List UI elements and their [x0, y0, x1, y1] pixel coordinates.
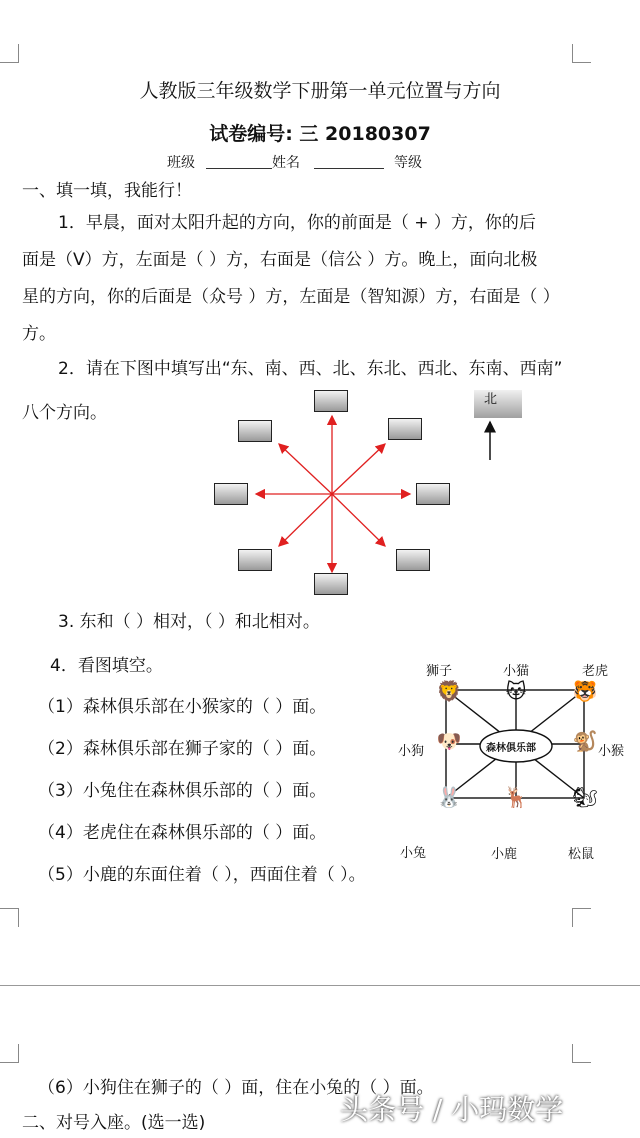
q2-line1: 2．请在下图中填写出“东、南、西、北、东北、西北、东南、西南”	[58, 359, 563, 379]
section2-heading: 二、对号入座。(选一选)	[22, 1113, 206, 1133]
map-label-deer: 小鹿	[491, 847, 518, 862]
q1-line2: 面是（V）方，左面是（ ）方，右面是（信公 ）方。晚上，面向北极	[22, 250, 538, 270]
map-label-lion: 狮子	[426, 664, 453, 679]
q4-item-4: （4）老虎住在森林俱乐部的（ ）面。	[38, 823, 327, 843]
monkey-icon: 🐒	[572, 729, 598, 753]
exam-code: 试卷编号: 三 20180307	[209, 123, 431, 145]
map-label-monkey: 小猴	[598, 744, 625, 759]
map-center-label: 森林俱乐部	[486, 743, 536, 754]
rabbit-icon: 🐰	[436, 785, 462, 809]
page-title: 人教版三年级数学下册第一单元位置与方向	[139, 80, 501, 102]
q4-item-6: （6）小狗住在狮子的（ ）面，住在小兔的（ ）面。	[38, 1078, 434, 1098]
deer-icon: 🦌	[503, 785, 529, 809]
class-label: 班级	[167, 155, 195, 171]
squirrel-icon: 🐿	[572, 785, 598, 809]
q4-item-3: （3）小兔住在森林俱乐部的（ ）面。	[38, 781, 327, 801]
map-label-cat: 小猫	[503, 664, 530, 679]
q1-line3: 星的方向，你的后面是（众号 ）方，左面是（智知源）方，右面是（ ）	[22, 287, 560, 307]
q4-heading: 4．看图填空。	[50, 656, 163, 676]
north-indicator: 北	[474, 390, 522, 418]
tiger-icon: 🐯	[572, 679, 598, 703]
q4-item-1: （1）森林俱乐部在小猴家的（ ）面。	[38, 697, 327, 717]
watermark: 头条号 / 小玛数学	[340, 1093, 564, 1126]
dog-icon: 🐶	[436, 729, 462, 753]
map-label-rabbit: 小兔	[400, 846, 427, 861]
name-label: 姓名	[272, 155, 300, 171]
map-label-dog: 小狗	[398, 744, 425, 759]
q1-line1: 1．早晨，面对太阳升起的方向，你的前面是（ + ）方，你的后	[58, 213, 536, 233]
grade-label: 等级	[394, 155, 422, 171]
q4-item-2: （2）森林俱乐部在狮子家的（ ）面。	[38, 739, 327, 759]
section1-heading: 一、填一填，我能行！	[22, 181, 192, 201]
q3-text: 3. 东和（ ）相对，（ ）和北相对。	[58, 612, 320, 632]
page-divider	[0, 985, 640, 986]
map-label-squirrel: 松鼠	[568, 847, 595, 862]
map-label-tiger: 老虎	[582, 664, 609, 679]
lion-icon: 🦁	[436, 679, 462, 703]
q1-line4: 方。	[22, 324, 56, 344]
q2-line2: 八个方向。	[22, 403, 107, 423]
q4-item-5: （5）小鹿的东面住着（ ），西面住着（ ）。	[38, 865, 366, 885]
cat-icon: 🐱	[505, 679, 527, 703]
